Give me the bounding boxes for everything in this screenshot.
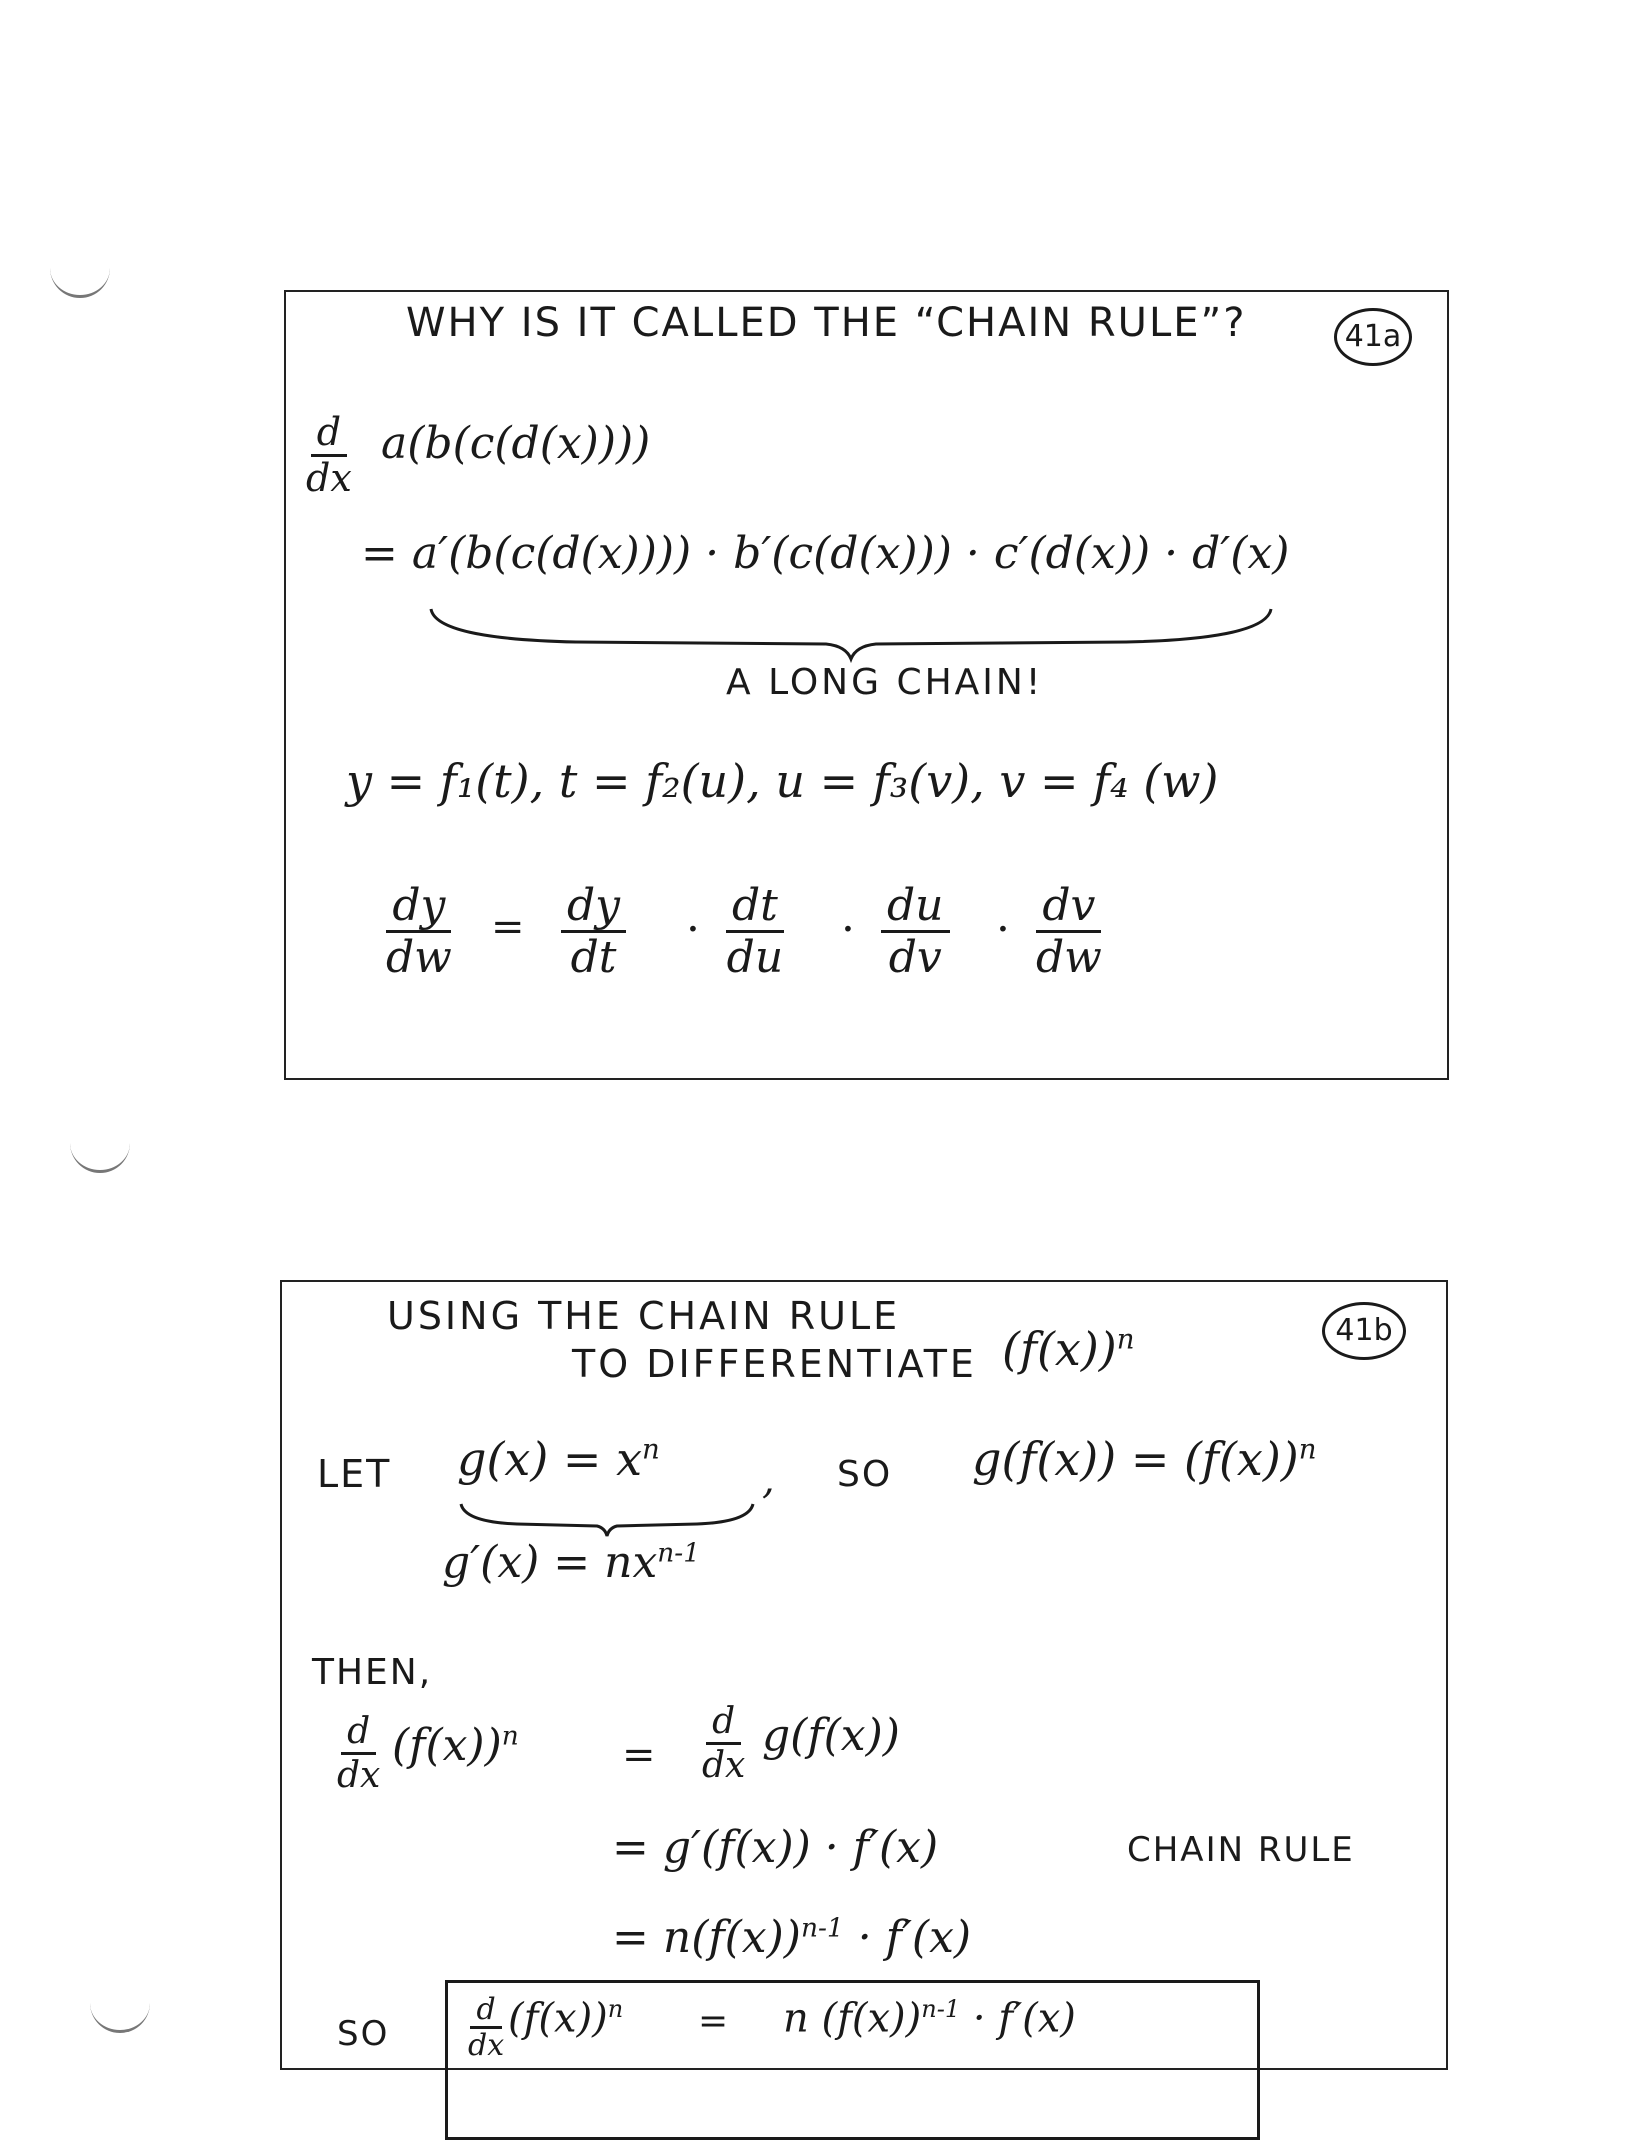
chain-rule-note: CHAIN RULE: [1127, 1830, 1355, 1870]
slide-41b: [280, 1280, 1448, 2070]
fraction-dt-du: $\frac{dt}{du}$: [726, 880, 784, 984]
chain-rule-expansion: = a′(b(c(d(x)))) · b′(c(d(x))) · c′(d(x)) · d′(x): [361, 528, 1290, 579]
then-label: THEN,: [312, 1652, 433, 1693]
lhs-power-expression: $(f(x))^n$: [392, 1720, 519, 1771]
g-prime-definition: $g'(x) = nx^{n-1}$: [442, 1537, 701, 1588]
result-rhs: n $(f(x))^{n-1} \cdot f'(x)$: [783, 1995, 1076, 2042]
slide-41b-title-line1: USING THE CHAIN RULE: [387, 1294, 901, 1338]
function-definitions: y = f₁(t), t = f₂(u), u = f₃(v), v = f₄ (w): [346, 754, 1219, 808]
binder-hole-middle: [70, 1130, 130, 1173]
slide-41b-title-line2: TO DIFFERENTIATE: [572, 1342, 977, 1386]
result-lhs: $(f(x))^n$: [508, 1995, 624, 2042]
equals-sign: =: [491, 904, 525, 950]
boxed-result: [445, 1980, 1260, 2140]
binder-hole-top: [50, 255, 110, 298]
fraction-dy-dw: $\frac{dy}{dw}$: [386, 880, 452, 984]
g-definition: $g(x) = x^n$: [457, 1432, 660, 1486]
g-of-f-expression: g(f(x)): [762, 1710, 900, 1761]
slide-41b-title-expression: $(f(x))^n$: [1002, 1322, 1135, 1376]
g-of-f-definition: $g(f(x)) = (f(x))^n$: [972, 1432, 1317, 1486]
dot-operator: ·: [996, 904, 1010, 955]
chain-rule-step: = g′(f(x)) · f′(x): [612, 1822, 939, 1873]
comma: ,: [762, 1457, 775, 1503]
equals-sign: =: [622, 1732, 656, 1778]
so-label: SO: [837, 1454, 893, 1495]
let-label: LET: [317, 1452, 392, 1496]
derivative-operator: $\frac{d}{dx}$: [337, 1711, 381, 1796]
fraction-du-dv: $\frac{du}{dv}$: [881, 882, 950, 984]
slide-41a: [284, 290, 1449, 1080]
dot-operator: ·: [841, 904, 855, 955]
fraction-dv-dw: $\frac{dv}{dw}$: [1036, 880, 1102, 984]
fraction-dy-dt: $\frac{dy}{dt}$: [561, 882, 626, 984]
brace-label: A LONG CHAIN!: [726, 662, 1044, 703]
equals-sign: =: [698, 2001, 729, 2042]
slide-41a-title: WHY IS IT CALLED THE “CHAIN RULE”?: [406, 300, 1247, 346]
dot-operator: ·: [686, 904, 700, 955]
derivative-operator: $\frac{d}{dx}$: [468, 1992, 505, 2063]
so-label-result: SO: [337, 2014, 390, 2054]
derivative-operator: $\frac{d}{dx}$: [702, 1701, 746, 1786]
underbrace-icon: [426, 604, 1276, 664]
derivative-operator: $\frac{d}{dx}$: [306, 410, 352, 500]
binder-hole-bottom: [90, 1990, 150, 2033]
slide-41b-badge: 41b: [1322, 1302, 1406, 1360]
power-rule-step: = $n(f(x))^{n-1} \cdot f'(x)$: [612, 1912, 972, 1963]
underbrace-icon: [457, 1500, 757, 1540]
slide-41a-badge: 41a: [1334, 308, 1412, 366]
nested-function-expression: a(b(c(d(x)))): [381, 418, 651, 469]
